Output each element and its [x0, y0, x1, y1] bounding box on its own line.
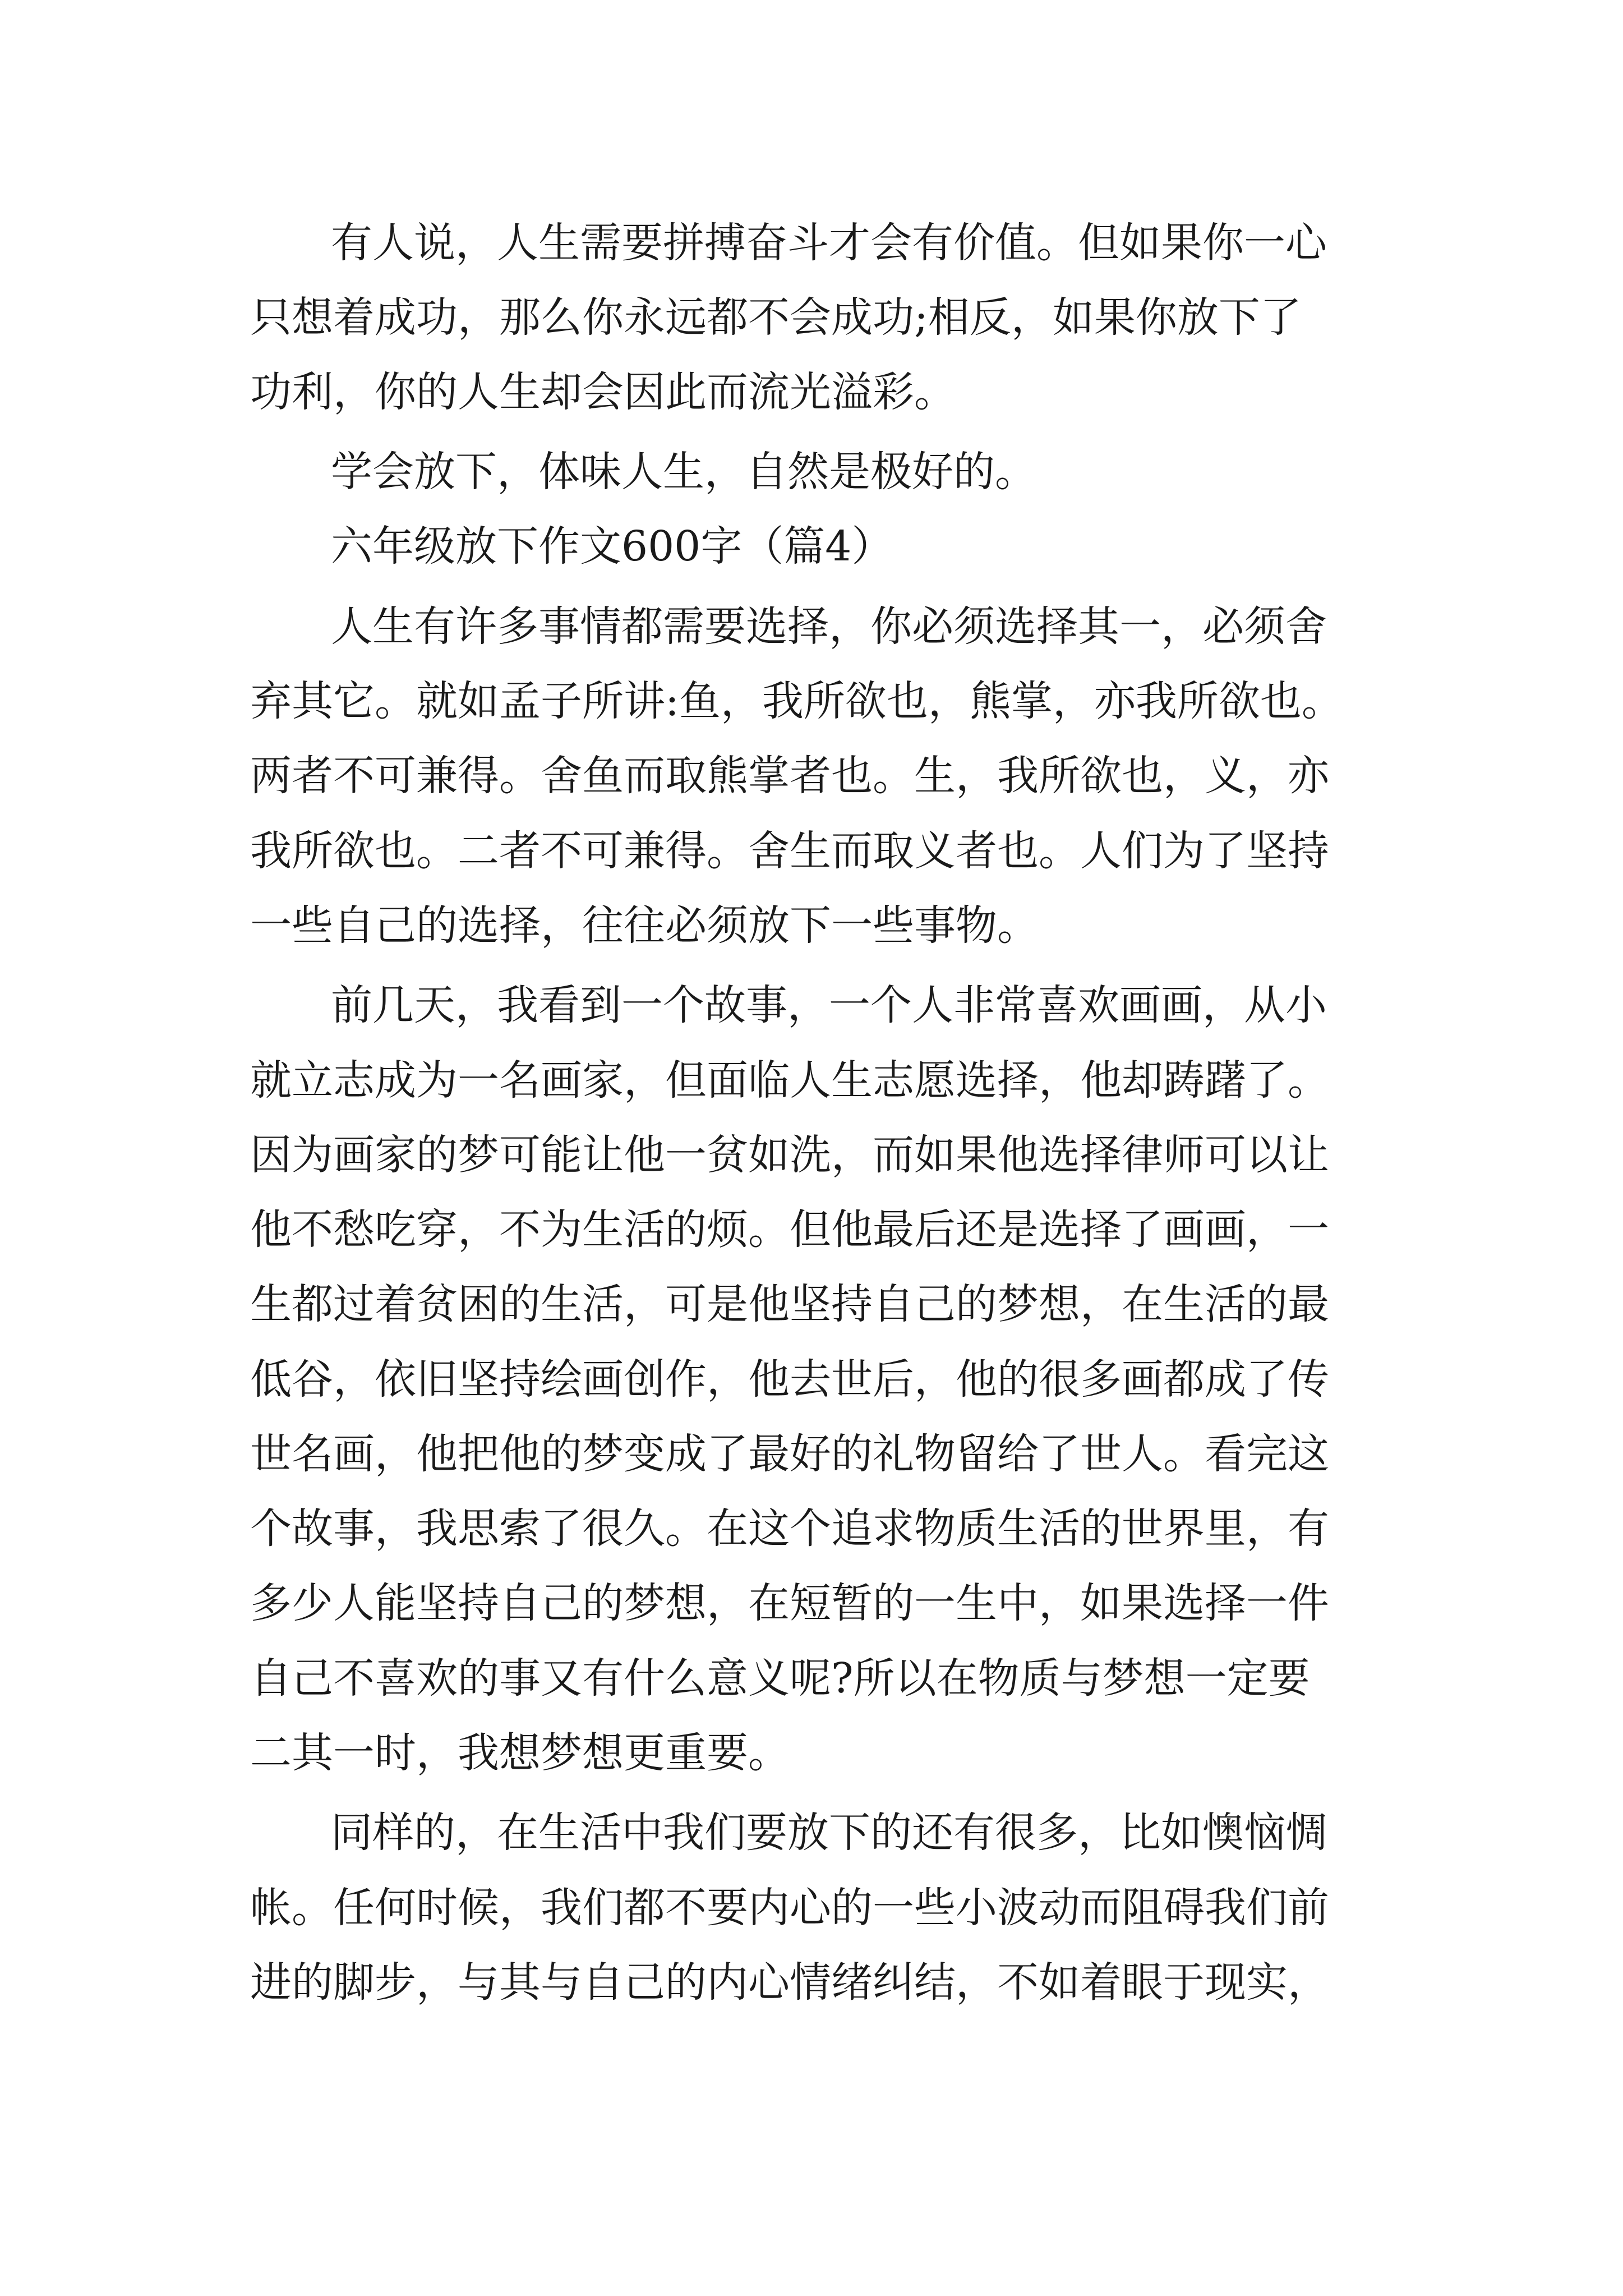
- text-line: 自己不喜欢的事又有什么意义呢?所以在物质与梦想一定要: [250, 1654, 1310, 1703]
- text-line: 只想着成功，那么你永远都不会成功;相反，如果你放下了: [250, 293, 1302, 342]
- text-line: 弃其它。就如孟子所讲:鱼，我所欲也，熊掌，亦我所欲也。: [250, 677, 1343, 725]
- text-line: 个故事，我思索了很久。在这个追求物质生活的世界里，有: [250, 1504, 1329, 1553]
- text-line: 两者不可兼得。舍鱼而取熊掌者也。生，我所欲也，义，亦: [250, 752, 1329, 800]
- text-line: 人生有许多事情都需要选择，你必须选择其一，必须舍: [331, 602, 1327, 651]
- text-line: 生都过着贫困的生活，可是他坚持自己的梦想，在生活的最: [250, 1280, 1329, 1328]
- text-line: 二其一时，我想梦想更重要。: [250, 1729, 790, 1777]
- text-line: 我所欲也。二者不可兼得。舍生而取义者也。人们为了坚持: [250, 827, 1329, 875]
- text-line: 他不愁吃穿，不为生活的烦。但他最后还是选择了画画，一: [250, 1205, 1329, 1254]
- section-heading: 六年级放下作文600字（篇4）: [331, 522, 893, 570]
- text-line: 进的脚步，与其与自己的内心情绪纠结，不如着眼于现实，: [250, 1958, 1329, 2007]
- text-line: 低谷，依旧坚持绘画创作，他去世后，他的很多画都成了传: [250, 1355, 1329, 1404]
- text-line: 帐。任何时候，我们都不要内心的一些小波动而阻碍我们前: [250, 1884, 1329, 1932]
- text-line: 一些自己的选择，往往必须放下一些事物。: [250, 901, 1039, 950]
- text-line: 前几天，我看到一个故事，一个人非常喜欢画画，从小: [331, 981, 1327, 1029]
- text-line: 有人说，人生需要拼搏奋斗才会有价值。但如果你一心: [331, 219, 1327, 267]
- text-line: 同样的，在生活中我们要放下的还有很多，比如懊恼惆: [331, 1809, 1327, 1857]
- text-line: 功利，你的人生却会因此而流光溢彩。: [250, 368, 956, 416]
- text-line: 学会放下，体味人生，自然是极好的。: [331, 448, 1036, 496]
- text-line: 世名画，他把他的梦变成了最好的礼物留给了世人。看完这: [250, 1430, 1329, 1478]
- text-line: 多少人能坚持自己的梦想，在短暂的一生中，如果选择一件: [250, 1579, 1329, 1627]
- text-line: 就立志成为一名画家，但面临人生志愿选择，他却踌躇了。: [250, 1056, 1329, 1105]
- text-line: 因为画家的梦可能让他一贫如洗，而如果他选择律师可以让: [250, 1131, 1329, 1179]
